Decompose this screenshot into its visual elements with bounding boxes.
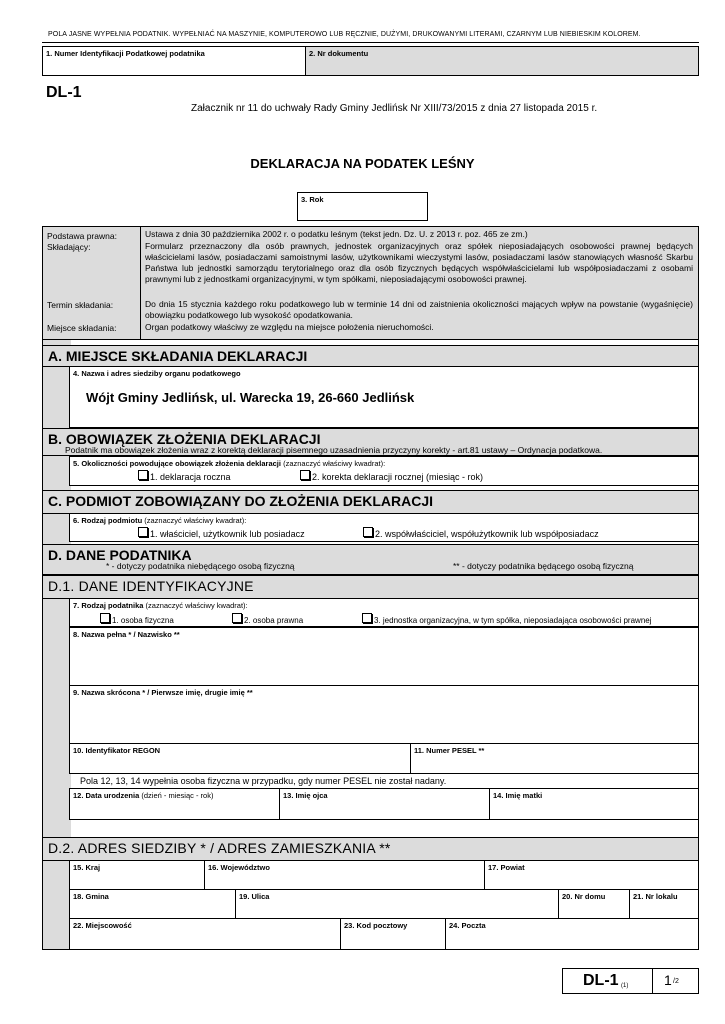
basis-label: Podstawa prawna: bbox=[47, 231, 117, 241]
short-name-field[interactable] bbox=[69, 685, 699, 744]
document-number-label: 2. Nr dokumentu bbox=[309, 49, 369, 58]
section-d-header bbox=[42, 544, 699, 575]
filer-text: Formularz przeznaczony dla osób prawnych, jednostek organizacyjnych oraz spółek nieposiadających osobowości prawnej będących właścicielami lasów, posiadaczami samoistnymi lasów, użytkownikami wieczystymi lasów, posiadaczami lasów stanowiących własność Skarbu Państwa lub jednostki samorządu terytorialnego oraz dla osób fizycznych będących współwłaścicielami lub współposiadaczami z osobami prawnymi lub z jednostkami organizacyjnymi, w tym spółkami, nieposiadającymi osobowości prawnej. bbox=[145, 241, 693, 284]
checkbox-icon[interactable] bbox=[100, 613, 110, 623]
checkbox-icon[interactable] bbox=[138, 470, 148, 480]
legal-text-column bbox=[140, 227, 697, 339]
section-a-header: A. MIEJSCE SKŁADANIA DEKLARACJI bbox=[42, 345, 699, 367]
form-title: DEKLARACJA NA PODATEK LEŚNY bbox=[250, 156, 475, 171]
city-label: 22. Miejscowość bbox=[73, 921, 132, 930]
entity-type-label: 6. Rodzaj podmiotu (zaznaczyć właściwy kwadrat): bbox=[73, 516, 247, 525]
option-correction[interactable]: 2. korekta deklaracji rocznej (miesiąc - rok) bbox=[300, 470, 483, 482]
taxpayer-type-field bbox=[69, 598, 699, 627]
apartment-number-field[interactable] bbox=[629, 889, 699, 919]
apartment-number-label: 21. Nr lokalu bbox=[633, 892, 678, 901]
option-legal-person[interactable]: 2. osoba prawna bbox=[232, 613, 303, 625]
house-number-label: 20. Nr domu bbox=[562, 892, 606, 901]
mother-name-field[interactable] bbox=[489, 788, 699, 820]
option-annual-declaration[interactable]: 1. deklaracja roczna bbox=[138, 470, 231, 482]
house-number-field[interactable] bbox=[558, 889, 630, 919]
father-name-label: 13. Imię ojca bbox=[283, 791, 328, 800]
birth-date-field[interactable] bbox=[69, 788, 280, 820]
checkbox-icon[interactable] bbox=[300, 470, 310, 480]
checkbox-icon[interactable] bbox=[362, 613, 372, 623]
basis-text: Ustawa z dnia 30 października 2002 r. o podatku leśnym (tekst jedn. Dz. U. z 2013 r. poz. 465 ze zm.) bbox=[145, 229, 528, 239]
pesel-label: 11. Numer PESEL ** bbox=[414, 746, 485, 755]
section-d1-header: D.1. DANE IDENTYFIKACYJNE bbox=[42, 575, 699, 599]
option-natural-person[interactable]: 1. osoba fizyczna bbox=[100, 613, 174, 625]
footer-code-sub: (1) bbox=[621, 983, 629, 989]
top-notice: POLA JASNE WYPEŁNIA PODATNIK. WYPEŁNIAĆ NA MASZYNIE, KOMPUTEROWO LUB RĘCZNIE, DUŻYMI, DRUKOWANYMI LITERAMI, CZARNYM LUB NIEBIESKIM KOLOREM. bbox=[48, 31, 641, 38]
checkbox-icon[interactable] bbox=[138, 527, 148, 537]
annex-text: Załacznik nr 11 do uchwały Rady Gminy Jedlińsk Nr XIII/73/2015 z dnia 27 listopada 2015 r. bbox=[191, 103, 598, 114]
checkbox-icon[interactable] bbox=[232, 613, 242, 623]
nip-label: 1. Numer Identyfikacji Podatkowej podatnika bbox=[46, 49, 205, 58]
option-owner[interactable]: 1. właściciel, użytkownik lub posiadacz bbox=[138, 527, 305, 539]
country-field[interactable] bbox=[69, 860, 205, 890]
nip-field[interactable] bbox=[42, 46, 306, 76]
legal-basis-block bbox=[42, 226, 699, 340]
municipality-field[interactable] bbox=[69, 889, 236, 919]
city-field[interactable] bbox=[69, 918, 341, 950]
municipality-label: 18. Gmina bbox=[73, 892, 109, 901]
option-co-owner[interactable]: 2. współwłaściciel, współużytkownik lub współposiadacz bbox=[363, 527, 599, 539]
circumstances-label: 5. Okoliczności powodujące obowiązek złożenia deklaracji (zaznaczyć właściwy kwadrat): bbox=[73, 459, 386, 468]
section-d2-header: D.2. ADRES SIEDZIBY * / ADRES ZAMIESZKANIA ** bbox=[42, 837, 699, 861]
full-name-label: 8. Nazwa pełna * / Nazwisko ** bbox=[73, 630, 180, 639]
tax-office-value: Wójt Gminy Jedlińsk, ul. Warecka 19, 26-660 Jedlińsk bbox=[86, 390, 415, 405]
footer-page-sub: /2 bbox=[673, 978, 679, 985]
postal-code-label: 23. Kod pocztowy bbox=[344, 921, 408, 930]
short-name-label: 9. Nazwa skrócona * / Pierwsze imię, drugie imię ** bbox=[73, 688, 253, 697]
section-b-note: Podatnik ma obowiązek złożenia wraz z korektą deklaracji pisemnego uzasadnienia przyczyny korekty - art.81 ustawy – Ordynacja podatkowa. bbox=[65, 445, 603, 455]
section-d-note2: ** - dotyczy podatnika będącego osobą fizyczną bbox=[453, 561, 634, 571]
form-code: DL-1 bbox=[46, 84, 82, 101]
voivodeship-field[interactable] bbox=[204, 860, 485, 890]
deadline-text: Do dnia 15 stycznia każdego roku podatkowego lub w terminie 14 dni od zaistnienia okoliczności mających wpływ na powstanie (wygaśnięcie) obowiązku podatkowego lub wysokość opodatkowania. bbox=[145, 299, 693, 320]
document-number-field bbox=[305, 46, 699, 76]
county-field[interactable] bbox=[484, 860, 699, 890]
year-field[interactable] bbox=[297, 192, 428, 221]
voivodeship-label: 16. Województwo bbox=[208, 863, 270, 872]
country-label: 15. Kraj bbox=[73, 863, 101, 872]
footer-page: 1 bbox=[664, 972, 672, 988]
section-c-header: C. PODMIOT ZOBOWIĄZANY DO ZŁOŻENIA DEKLARACJI bbox=[42, 490, 699, 514]
regon-label: 10. Identyfikator REGON bbox=[73, 746, 161, 755]
section-d-title: D. DANE PODATNIKA bbox=[48, 547, 192, 563]
section-b-title: B. OBOWIĄZEK ZŁOŻENIA DEKLARACJI bbox=[48, 431, 321, 447]
footer-code: DL-1 bbox=[583, 972, 619, 989]
footer-code-box bbox=[562, 968, 653, 994]
street-label: 19. Ulica bbox=[239, 892, 270, 901]
birth-date-label: 12. Data urodzenia (dzień - miesiąc - rok) bbox=[73, 791, 214, 800]
taxpayer-type-label: 7. Rodzaj podatnika (zaznaczyć właściwy kwadrat): bbox=[73, 601, 248, 610]
option-organizational-unit[interactable]: 3. jednostka organizacyjna, w tym spółka, nieposiadająca osobowości prawnej bbox=[362, 613, 652, 625]
pesel-note: Pola 12, 13, 14 wypełnia osoba fizyczna w przypadku, gdy numer PESEL nie został nadany. bbox=[80, 776, 447, 786]
footer-page-box bbox=[652, 968, 699, 994]
tax-office-label: 4. Nazwa i adres siedziby organu podatkowego bbox=[73, 369, 241, 378]
deadline-label: Termin składania: bbox=[47, 300, 114, 310]
filer-label: Składający: bbox=[47, 242, 91, 252]
circumstances-field bbox=[69, 456, 699, 486]
postal-code-field[interactable] bbox=[340, 918, 446, 950]
county-label: 17. Powiat bbox=[488, 863, 525, 872]
street-field[interactable] bbox=[235, 889, 559, 919]
section-b-header bbox=[42, 428, 699, 456]
place-text: Organ podatkowy właściwy ze względu na miejsce położenia nieruchomości. bbox=[145, 322, 434, 332]
checkbox-icon[interactable] bbox=[363, 527, 373, 537]
regon-field[interactable] bbox=[69, 743, 411, 774]
full-name-field[interactable] bbox=[69, 627, 699, 686]
section-d-note1: * - dotyczy podatnika niebędącego osobą fizyczną bbox=[106, 561, 295, 571]
mother-name-label: 14. Imię matki bbox=[493, 791, 543, 800]
post-office-field[interactable] bbox=[445, 918, 699, 950]
place-label: Miejsce składania: bbox=[47, 323, 117, 333]
father-name-field[interactable] bbox=[279, 788, 490, 820]
post-office-label: 24. Poczta bbox=[449, 921, 486, 930]
tax-office-field[interactable] bbox=[69, 366, 699, 428]
entity-type-field bbox=[69, 513, 699, 542]
pesel-field[interactable] bbox=[410, 743, 699, 774]
top-rule bbox=[42, 42, 699, 43]
year-label: 3. Rok bbox=[301, 195, 324, 204]
